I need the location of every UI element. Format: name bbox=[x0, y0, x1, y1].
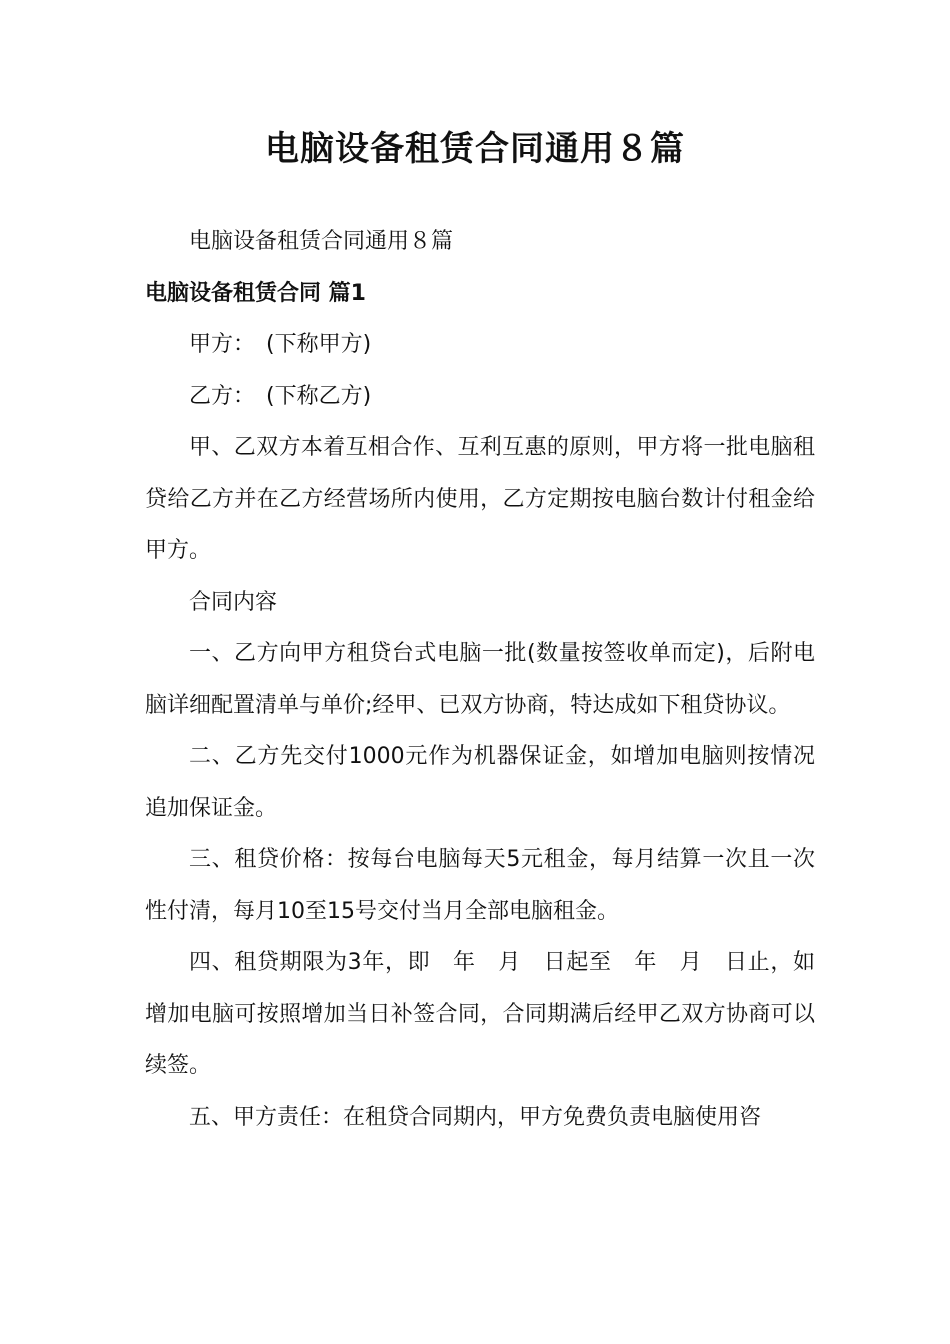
clause-3: 三、租贷价格：按每台电脑每天5元租金，每月结算一次且一次性付清，每月10至15号交付当月全部电脑租金。 bbox=[145, 847, 815, 924]
clause-1: 一、乙方向甲方租贷台式电脑一批(数量按签收单而定)，后附电脑详细配置清单与单价;经甲、已双方协商，特达成如下租贷协议。 bbox=[145, 641, 815, 718]
party-a-line: 甲方： (下称甲方) bbox=[189, 332, 372, 357]
clause-4: 四、租贷期限为3年，即 年 月 日起至 年 月 日止，如增加电脑可按照增加当日补签合同，合同期满后经甲乙双方协商可以续签。 bbox=[145, 950, 815, 1078]
party-b-line: 乙方： (下称乙方) bbox=[189, 383, 372, 409]
paragraph-contract-content: 合同内容 bbox=[189, 589, 278, 615]
clause-5: 五、甲方责任：在租贷合同期内，甲方免费负责电脑使用咨 bbox=[189, 1104, 762, 1130]
document-title: 电脑设备租赁合同通用８篇 bbox=[265, 128, 685, 169]
paragraph-preamble: 甲、乙双方本着互相合作、互利互惠的原则，甲方将一批电脑租贷给乙方并在乙方经营场所内使用，乙方定期按电脑台数计付租金给甲方。 bbox=[145, 435, 815, 563]
document-body bbox=[145, 216, 815, 1143]
section-heading: 电脑设备租赁合同 篇1 bbox=[145, 280, 366, 306]
clause-2: 二、乙方先交付1000元作为机器保证金，如增加电脑则按情况追加保证金。 bbox=[145, 744, 815, 821]
paragraph-intro: 电脑设备租赁合同通用８篇 bbox=[189, 229, 454, 254]
